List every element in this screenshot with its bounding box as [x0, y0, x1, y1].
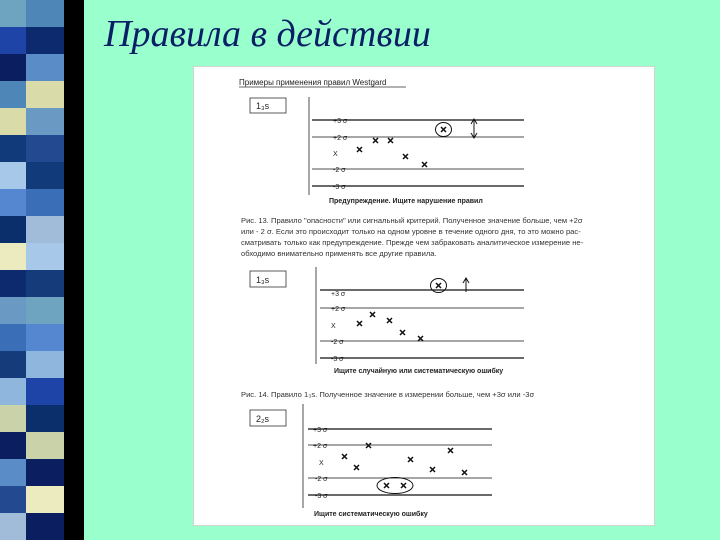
strip-divider	[64, 81, 84, 108]
violation-circle-3	[377, 478, 413, 494]
rule-box-2-label: 1₃s	[256, 275, 270, 285]
strip-block	[0, 297, 26, 324]
level-label: +3 σ	[331, 291, 346, 298]
strip-block	[26, 243, 64, 270]
strip-block	[0, 243, 26, 270]
strip-block	[0, 513, 26, 540]
scanned-figure	[193, 66, 655, 526]
data-points-2	[357, 283, 441, 341]
level-label: +2 σ	[333, 135, 348, 142]
strip-block	[26, 162, 64, 189]
level-label: +2 σ	[313, 443, 328, 450]
level-label: X	[333, 151, 338, 158]
strip-row	[0, 351, 84, 378]
level-label: -3 σ	[331, 356, 344, 363]
strip-divider	[64, 351, 84, 378]
strip-block	[0, 162, 26, 189]
figure-14-text: Рис. 14. Правило 1₃s. Полученное значение в измерении больше, чем +3σ или -3σ	[241, 390, 535, 399]
strip-divider	[64, 162, 84, 189]
strip-row	[0, 297, 84, 324]
strip-block	[26, 432, 64, 459]
level-label: -3 σ	[333, 184, 346, 191]
level-label: -2 σ	[331, 339, 344, 346]
panel-1-chart	[250, 97, 524, 205]
strip-block	[0, 54, 26, 81]
strip-block	[26, 459, 64, 486]
strip-block	[0, 270, 26, 297]
panel-3-chart	[250, 404, 492, 518]
strip-divider	[64, 270, 84, 297]
strip-block	[0, 459, 26, 486]
strip-block	[0, 351, 26, 378]
strip-block	[0, 216, 26, 243]
level-label: X	[331, 323, 336, 330]
level-label: +3 σ	[313, 427, 328, 434]
strip-block	[0, 0, 26, 27]
strip-block	[26, 0, 64, 27]
figure-text-line: или - 2 σ. Если это происходит только на одном уровне в течение одного дня, то это можно рас-	[241, 227, 581, 236]
level-label: X	[319, 460, 324, 467]
level-label: -2 σ	[315, 476, 328, 483]
strip-row	[0, 324, 84, 351]
strip-row	[0, 432, 84, 459]
strip-row	[0, 378, 84, 405]
strip-row	[0, 216, 84, 243]
strip-row	[0, 162, 84, 189]
strip-divider	[64, 405, 84, 432]
strip-block	[26, 270, 64, 297]
strip-row	[0, 189, 84, 216]
strip-row	[0, 243, 84, 270]
strip-block	[26, 405, 64, 432]
strip-row	[0, 81, 84, 108]
strip-row	[0, 0, 84, 27]
strip-row	[0, 135, 84, 162]
strip-divider	[64, 459, 84, 486]
figure-text-line: Рис. 13. Правило "опасности" или сигнальный критерий. Полученное значение больше, чем +2σ	[241, 216, 583, 225]
rule-box-3-label: 2₂s	[256, 414, 269, 424]
strip-divider	[64, 324, 84, 351]
strip-block	[0, 108, 26, 135]
figure-text-line: обходимо внимательно применять все другие правила.	[241, 249, 437, 258]
strip-block	[26, 189, 64, 216]
westgard-rules-figure	[194, 67, 654, 525]
decorative-strip	[0, 0, 84, 540]
data-points-3	[342, 443, 467, 488]
strip-block	[0, 405, 26, 432]
strip-block	[0, 189, 26, 216]
strip-row	[0, 108, 84, 135]
figure-13-text	[241, 216, 584, 258]
strip-block	[26, 216, 64, 243]
panel-2-chart	[250, 267, 524, 375]
strip-divider	[64, 513, 84, 540]
strip-divider	[64, 54, 84, 81]
rule-box-1-label: 1₃s	[256, 101, 270, 111]
strip-block	[26, 513, 64, 540]
strip-block	[26, 297, 64, 324]
strip-divider	[64, 108, 84, 135]
strip-divider	[64, 378, 84, 405]
strip-row	[0, 405, 84, 432]
strip-divider	[64, 135, 84, 162]
strip-block	[0, 81, 26, 108]
strip-divider	[64, 189, 84, 216]
strip-divider	[64, 486, 84, 513]
strip-row	[0, 513, 84, 540]
strip-row	[0, 270, 84, 297]
strip-divider	[64, 297, 84, 324]
level-label: -3 σ	[315, 493, 328, 500]
strip-block	[0, 27, 26, 54]
panel-3-caption: Ищите систематическую ошибку	[314, 511, 428, 518]
strip-block	[26, 81, 64, 108]
strip-block	[26, 486, 64, 513]
slide-title: Правила в действии	[104, 13, 431, 55]
data-points-1	[357, 127, 446, 167]
strip-block	[26, 351, 64, 378]
strip-divider	[64, 0, 84, 27]
strip-divider	[64, 216, 84, 243]
strip-row	[0, 459, 84, 486]
strip-block	[26, 108, 64, 135]
figure-text-line: сматривать только как предупреждение. Прежде чем забраковать аналитическое измерение не-	[241, 238, 584, 247]
strip-divider	[64, 243, 84, 270]
figure-header: Примеры применения правил Westgard	[239, 78, 387, 87]
level-label: +3 σ	[333, 118, 348, 125]
strip-block	[26, 324, 64, 351]
strip-block	[0, 135, 26, 162]
strip-block	[0, 378, 26, 405]
strip-block	[26, 378, 64, 405]
strip-block	[26, 54, 64, 81]
level-label: -2 σ	[333, 167, 346, 174]
strip-row	[0, 54, 84, 81]
strip-block	[0, 432, 26, 459]
strip-block	[0, 486, 26, 513]
panel-2-caption: Ищите случайную или систематическую ошибку	[334, 368, 504, 375]
strip-divider	[64, 27, 84, 54]
strip-block	[26, 135, 64, 162]
strip-row	[0, 27, 84, 54]
strip-block	[0, 324, 26, 351]
strip-divider	[64, 432, 84, 459]
strip-block	[26, 27, 64, 54]
level-label: +2 σ	[331, 306, 346, 313]
strip-row	[0, 486, 84, 513]
panel-1-caption: Предупреждение. Ищите нарушение правил	[329, 198, 483, 205]
